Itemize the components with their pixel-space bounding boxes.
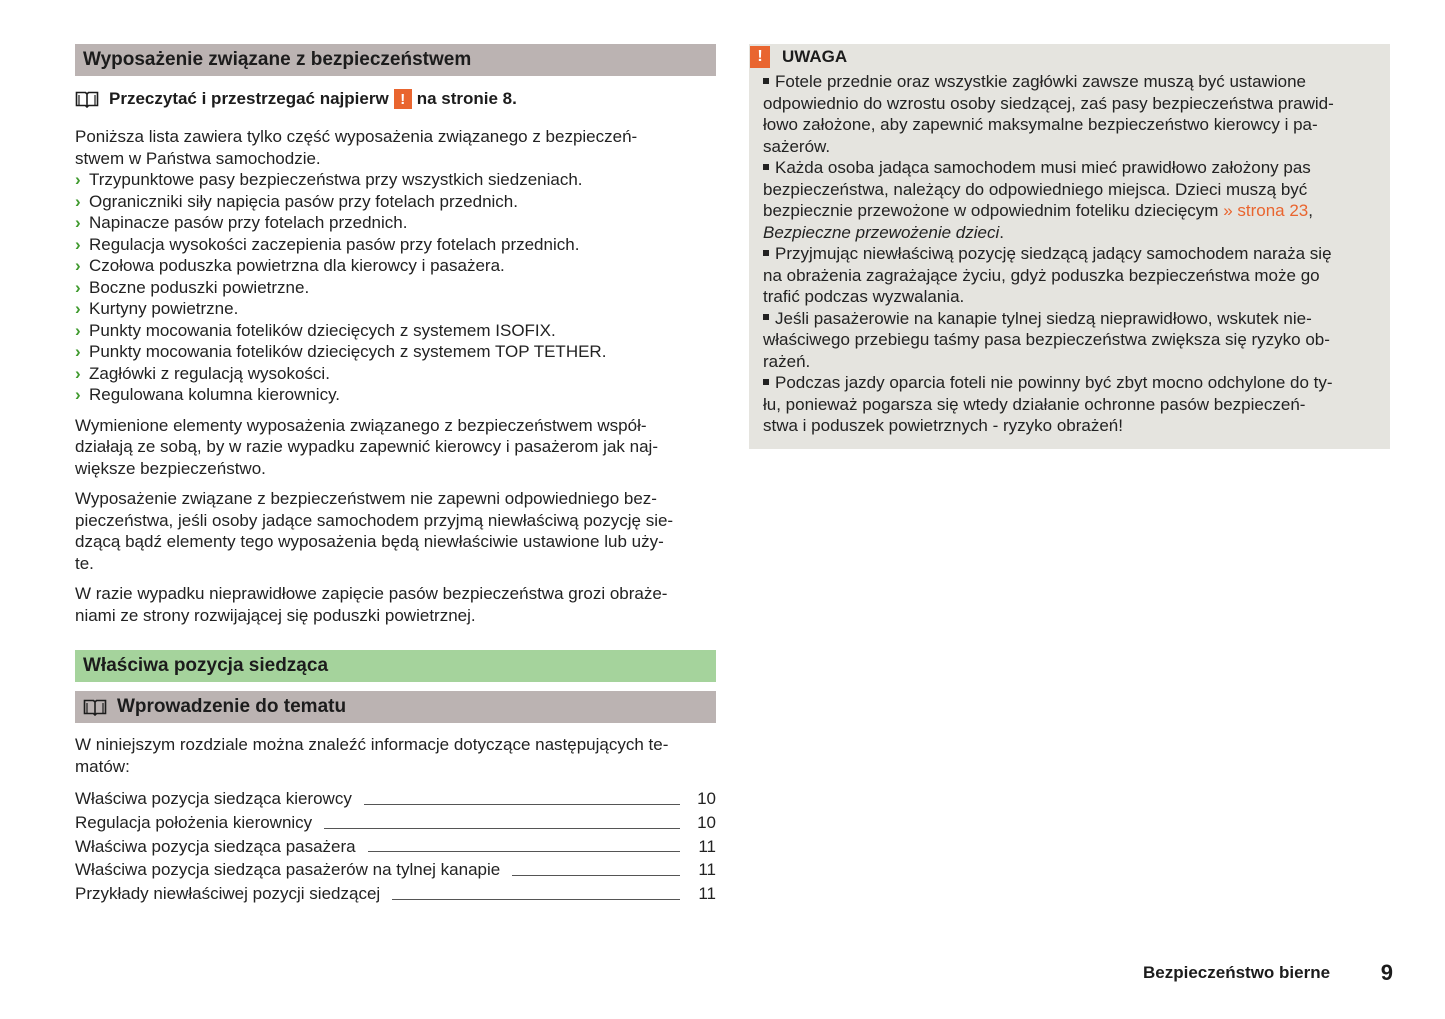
toc-leader-line <box>324 827 680 829</box>
square-bullet-icon <box>763 314 769 320</box>
list-item-text: Punkty mocowania fotelików dziecięcych z systemem ISOFIX. <box>89 320 556 340</box>
chevron-right-icon: › <box>75 277 81 297</box>
text-line: stwa i poduszek powietrznych - ryzyko obrażeń! <box>763 416 1123 435</box>
warning-item <box>763 372 1376 437</box>
toc-leader-line <box>368 850 680 852</box>
text-line: odpowiednio do wzrostu osoby siedzącej, zaś pasy bezpieczeństwa prawid- <box>763 93 1334 113</box>
list-item <box>75 320 716 342</box>
text-line: Poniższa lista zawiera tylko część wyposażenia związanego z bezpieczeń- <box>75 127 638 146</box>
text-line <box>763 222 1376 244</box>
toc-entry-page[interactable]: 10 <box>697 812 716 832</box>
text-line <box>763 157 1376 179</box>
section-title: Wprowadzenie do tematu <box>117 696 347 717</box>
section-heading-seating-position <box>75 650 716 682</box>
text-span: . <box>999 222 1004 242</box>
toc-entry-page[interactable]: 11 <box>698 860 716 880</box>
text-span: Jeśli pasażerowie na kanapie tylnej siedzą nieprawidłowo, wskutek nie- <box>775 308 1312 328</box>
text-line: te. <box>75 553 94 573</box>
toc-entry-page[interactable]: 11 <box>698 884 716 904</box>
square-bullet-icon <box>763 379 769 385</box>
text-span: bezpiecznie przewożone w odpowiednim foteliku dziecięcym <box>763 201 1219 220</box>
toc-leader-line <box>364 803 680 805</box>
list-item <box>75 277 716 299</box>
list-item-text: Zagłówki z regulacją wysokości. <box>89 363 330 383</box>
text-span: Podczas jazdy oparcia foteli nie powinny być zbyt mocno odchylone do ty- <box>775 373 1333 392</box>
page-reference-link[interactable]: » strona 23 <box>1223 201 1309 220</box>
text-line: stwem w Państwa samochodzie. <box>75 148 321 168</box>
text-span: Przyjmując niewłaściwą pozycję siedzącą jadący samochodem naraża się <box>775 244 1332 263</box>
equipment-list <box>75 169 716 406</box>
text-line: większe bezpieczeństwo. <box>75 458 266 478</box>
text-line: sażerów. <box>763 136 831 156</box>
chevron-right-icon: › <box>75 342 81 361</box>
paragraph-belt-injury <box>75 583 716 626</box>
warning-box <box>749 44 1390 449</box>
warning-item <box>763 243 1376 308</box>
text-line: niami ze strony rozwijającej się poduszki powietrznej. <box>75 605 476 625</box>
square-bullet-icon <box>763 78 769 84</box>
list-item <box>75 255 716 277</box>
list-item <box>75 191 716 213</box>
toc-leader-line <box>512 874 680 876</box>
list-item-text: Kurtyny powietrzne. <box>89 299 239 318</box>
warning-item <box>763 71 1376 157</box>
text-line <box>763 372 1376 394</box>
list-item <box>75 234 716 256</box>
toc-entry-page[interactable]: 10 <box>697 789 716 808</box>
text-line: łowo założone, aby zapewnić maksymalne bezpieczeństwo kierowcy i pa- <box>763 115 1318 134</box>
book-icon <box>83 698 107 716</box>
intro-paragraph <box>75 126 716 169</box>
chapter-title: Bezpieczeństwo bierne <box>1143 963 1331 982</box>
toc-entry[interactable] <box>75 858 716 882</box>
text-line: na obrażenia zagrażające życiu, gdyż poduszka bezpieczeństwa może go <box>763 265 1320 285</box>
toc-entry-label[interactable]: Regulacja położenia kierownicy <box>75 812 313 832</box>
warning-title: UWAGA <box>782 47 848 66</box>
text-line: rażeń. <box>763 351 811 371</box>
text-line: Wyposażenie związane z bezpieczeństwem nie zapewni odpowiedniego bez- <box>75 489 657 508</box>
list-item <box>75 298 716 320</box>
text-line: W razie wypadku nieprawidłowe zapięcie pasów bezpieczeństwa grozi obraże- <box>75 584 668 603</box>
warning-icon: ! <box>750 46 770 68</box>
text-line <box>763 71 1376 93</box>
list-item-text: Boczne poduszki powietrzne. <box>89 277 310 297</box>
list-item <box>75 212 716 234</box>
chevron-right-icon: › <box>75 299 81 318</box>
read-first-notice <box>75 86 716 112</box>
text-line <box>763 200 1376 222</box>
text-line: właściwego przebiegu taśmy pasa bezpieczeństwa zwiększa się ryzyko ob- <box>763 330 1330 349</box>
square-bullet-icon <box>763 164 769 170</box>
toc-entry-label[interactable]: Przykłady niewłaściwej pozycji siedzącej <box>75 884 381 904</box>
chevron-right-icon: › <box>75 320 81 340</box>
text-span: Każda osoba jadąca samochodem musi mieć prawidłowo założony pas <box>775 158 1311 177</box>
toc-entry[interactable] <box>75 835 716 859</box>
square-bullet-icon <box>763 250 769 256</box>
text-line: matów: <box>75 756 130 776</box>
list-item-text: Punkty mocowania fotelików dziecięcych z systemem TOP TETHER. <box>89 342 607 361</box>
warning-item <box>763 157 1376 243</box>
right-column <box>749 44 1390 449</box>
list-item-text: Ograniczniki siły napięcia pasów przy fotelach przednich. <box>89 191 518 211</box>
read-first-prefix: Przeczytać i przestrzegać najpierw <box>109 89 389 108</box>
section-heading-introduction <box>75 691 716 723</box>
toc-entry[interactable] <box>75 787 716 811</box>
text-line: dzącą bądź elementy tego wyposażenia będą niewłaściwie ustawione lub uży- <box>75 532 664 551</box>
page-footer <box>1143 960 1393 986</box>
paragraph-cooperation <box>75 415 716 480</box>
list-item <box>75 384 716 406</box>
list-item <box>75 169 716 191</box>
chevron-right-icon: › <box>75 385 81 404</box>
text-line: pieczeństwa, jeśli osoby jadące samochodem przyjmą niewłaściwą pozycję sie- <box>75 510 674 530</box>
text-span: Fotele przednie oraz wszystkie zagłówki zawsze muszą być ustawione <box>775 72 1307 91</box>
chevron-right-icon: › <box>75 170 81 189</box>
page-number: 9 <box>1380 960 1393 985</box>
toc-entry[interactable] <box>75 882 716 906</box>
chevron-right-icon: › <box>75 256 81 275</box>
book-icon <box>75 90 99 108</box>
text-line: łu, ponieważ pogarsza się wtedy działanie ochronne pasów bezpieczeń- <box>763 394 1306 414</box>
warning-header <box>750 46 1376 68</box>
text-line <box>763 243 1376 265</box>
text-line: bezpieczeństwa, należący do odpowiedniego miejsca. Dzieci muszą być <box>763 179 1308 199</box>
text-line: trafić podczas wyzwalania. <box>763 287 965 306</box>
toc-leader-line <box>392 898 680 900</box>
section-title: Wyposażenie związane z bezpieczeństwem <box>83 49 472 70</box>
left-column <box>75 44 716 906</box>
list-item-text: Regulacja wysokości zaczepienia pasów przy fotelach przednich. <box>89 234 580 254</box>
toc-entry-label[interactable]: Właściwa pozycja siedząca pasażera <box>75 836 356 856</box>
list-item-text: Napinacze pasów przy fotelach przednich. <box>89 213 408 232</box>
section-heading-safety-equipment <box>75 44 716 76</box>
chevron-right-icon: › <box>75 363 81 383</box>
chevron-right-icon: › <box>75 234 81 254</box>
list-item-text: Regulowana kolumna kierownicy. <box>89 385 341 404</box>
paragraph-improper-position <box>75 488 716 574</box>
toc-entry-page[interactable]: 11 <box>698 836 716 856</box>
toc-entry[interactable] <box>75 811 716 835</box>
list-item-text: Czołowa poduszka powietrzna dla kierowcy i pasażera. <box>89 256 505 275</box>
toc-entry-label[interactable]: Właściwa pozycja siedząca pasażerów na tylnej kanapie <box>75 860 501 880</box>
toc-entry-label[interactable]: Właściwa pozycja siedząca kierowcy <box>75 789 352 808</box>
cross-reference-title: Bezpieczne przewożenie dzieci <box>763 222 1000 242</box>
section-title: Właściwa pozycja siedząca <box>83 655 329 676</box>
list-item-text: Trzypunktowe pasy bezpieczeństwa przy wszystkich siedzeniach. <box>89 170 583 189</box>
text-line: W niniejszym rozdziale można znaleźć informacje dotyczące następujących te- <box>75 735 669 754</box>
list-item <box>75 341 716 363</box>
text-line: działają ze sobą, by w razie wypadku zapewnić kierowcy i pasażerom jak naj- <box>75 437 658 456</box>
list-item <box>75 363 716 385</box>
text-line: Wymienione elementy wyposażenia związanego z bezpieczeństwem współ- <box>75 415 647 435</box>
warning-item <box>763 308 1376 373</box>
warning-icon: ! <box>394 89 412 109</box>
chevron-right-icon: › <box>75 191 81 211</box>
chevron-right-icon: › <box>75 213 81 232</box>
text-line <box>763 308 1376 330</box>
toc-intro <box>75 734 716 777</box>
text-span: , <box>1308 201 1313 220</box>
page-reference-link[interactable]: na stronie 8. <box>416 89 517 108</box>
table-of-contents <box>75 787 716 906</box>
